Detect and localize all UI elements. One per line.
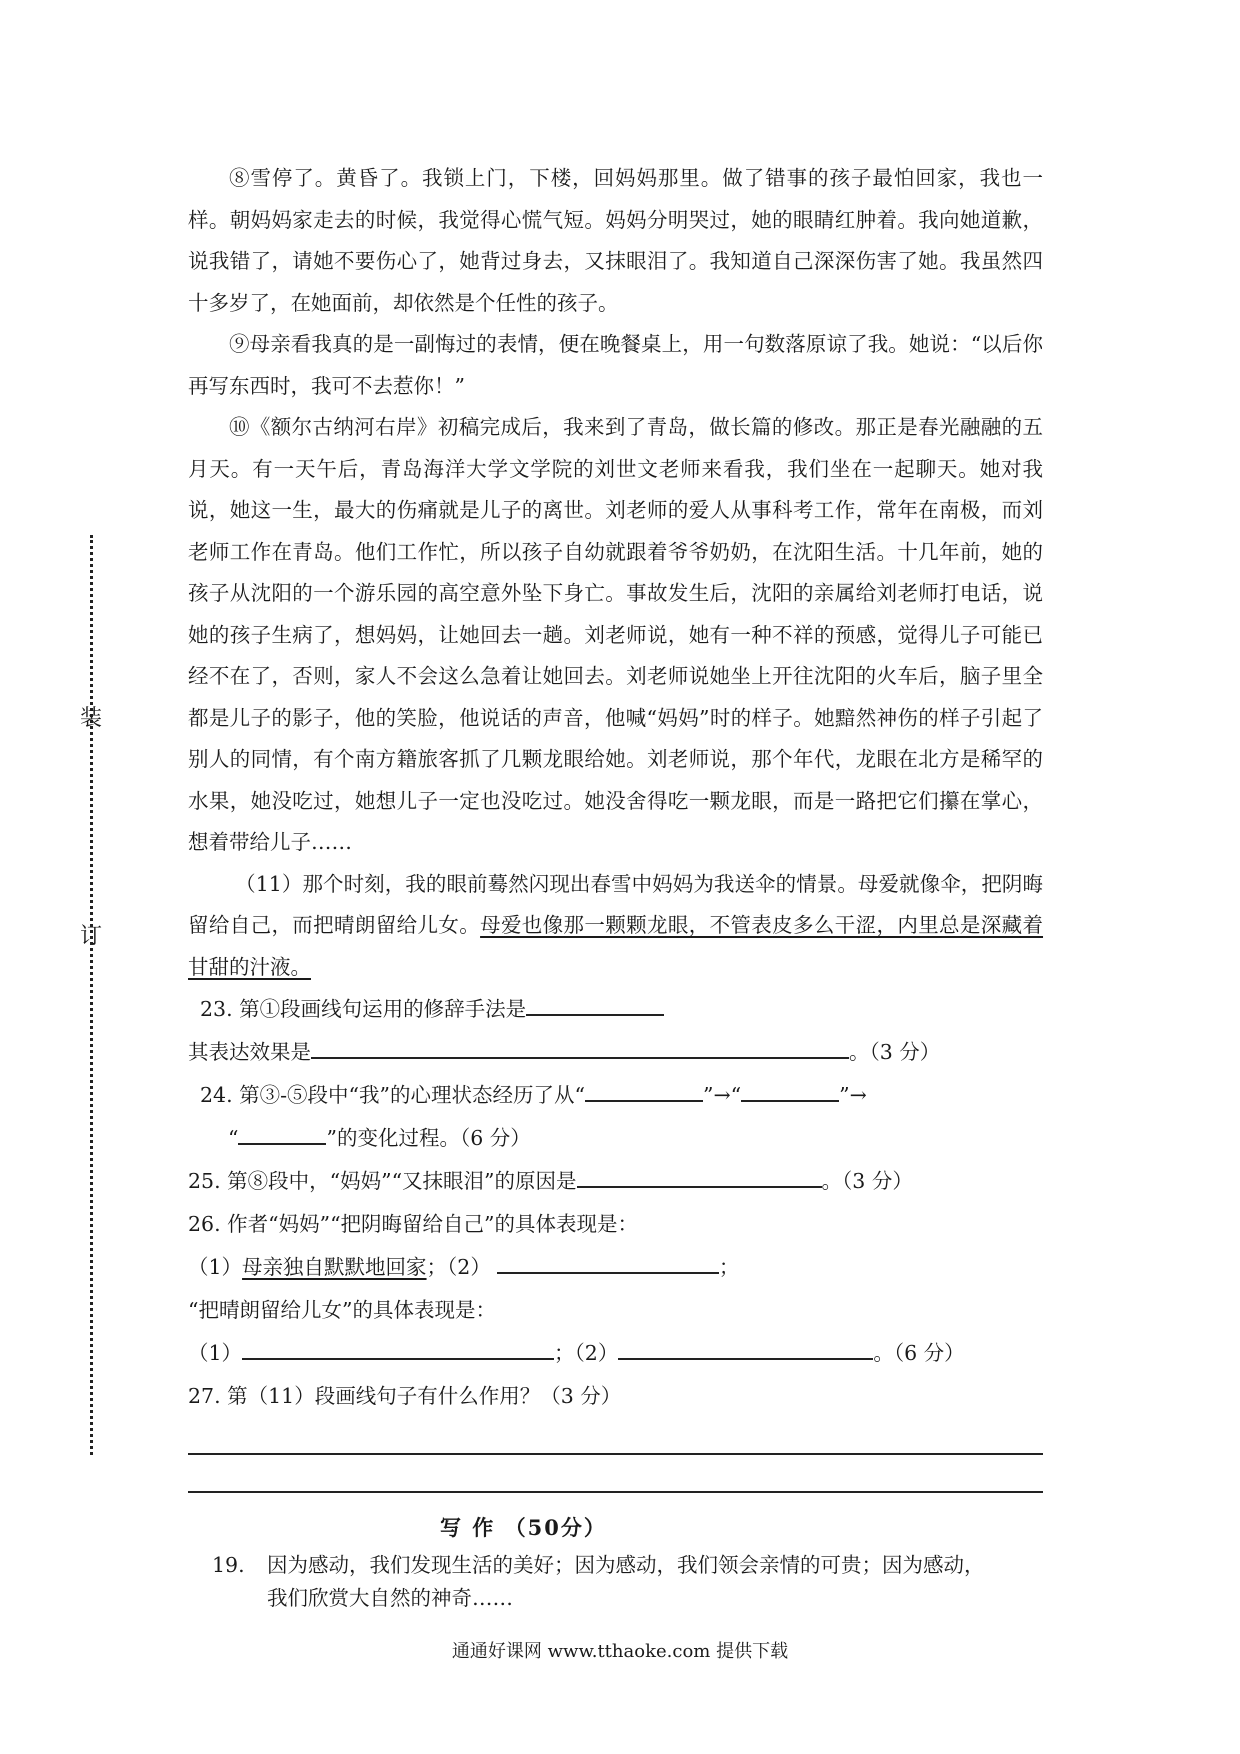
question-25 [188, 1160, 1043, 1203]
writing-question-number: 19. [212, 1553, 245, 1577]
q24-text: 24. 第③-⑤段中“我”的心理状态经历了从“ [200, 1083, 585, 1107]
q26-b1-blank[interactable] [242, 1342, 554, 1360]
question-26-part-a [188, 1246, 1043, 1289]
question-26-part-b [188, 1332, 1043, 1375]
question-24-cont [188, 1117, 1043, 1160]
q23-effect-blank[interactable] [311, 1041, 849, 1059]
q26-a2-label: ；（2） [426, 1255, 491, 1279]
q25-score: 。（3 分） [821, 1169, 913, 1193]
paragraph-10: ⑩《额尔古纳河右岸》初稿完成后，我来到了青岛，做长篇的修改。那正是春光融融的五月天。有一天午后，青岛海洋大学文学院的刘世文老师来看我，我们坐在一起聊天。她对我说，她这一生，最大的伤痛就是儿子的离世。刘老师的爱人从事科考工作，常年在南极，而刘老师工作在青岛。他们工作忙，所以孩子自幼就跟着爷爷奶奶，在沈阳生活。十几年前，她的孩子从沈阳的一个游乐园的高空意外坠下身亡。事故发生后，沈阳的亲属给刘老师打电话，说她的孩子生病了，想妈妈，让她回去一趟。刘老师说，她有一种不祥的预感，觉得儿子可能已经不在了，否则，家人不会这么急着让她回去。刘老师说她坐上开往沈阳的火车后，脑子里全都是儿子的影子，他的笑脸，他说话的声音，他喊“妈妈”时的样子。她黯然神伤的样子引起了别人的同情，有个南方籍旅客抓了几颗龙眼给她。刘老师说，那个年代，龙眼在北方是稀罕的水果，她没吃过，她想儿子一定也没吃过。她没舍得吃一颗龙眼，而是一路把它们攥在掌心，想着带给儿子…… [188, 415, 1043, 854]
paragraph-8: ⑧雪停了。黄昏了。我锁上门，下楼，回妈妈那里。做了错事的孩子最怕回家，我也一样。朝妈妈家走去的时候，我觉得心慌气短。妈妈分明哭过，她的眼睛红肿着。我向她道歉，说我错了，请她不要伤心了，她背过身去，又抹眼泪了。我知道自己深深伤害了她。我虽然四十多岁了，在她面前，却依然是个任性的孩子。 [188, 166, 1043, 315]
question-23-effect [188, 1031, 1043, 1074]
q24-open-quote: “ [228, 1126, 239, 1150]
q24-blank-1[interactable] [585, 1084, 703, 1102]
q26-sub-text: “把晴朗留给儿女”的具体表现是： [188, 1298, 496, 1322]
q23-answer-blank[interactable] [526, 998, 664, 1016]
binding-char-ding: 订 [80, 924, 103, 949]
q24-arrow-2: ”→ [839, 1083, 867, 1107]
q24-blank-3[interactable] [238, 1127, 326, 1145]
writing-prompt-line-2: 我们欣赏大自然的神奇…… [267, 1586, 513, 1610]
q23-score: 。（3 分） [849, 1040, 941, 1064]
binding-dotted-line [90, 535, 93, 1455]
q24-tail: ”的变化过程。（6 分） [326, 1126, 531, 1150]
q26-text: 26. 作者“妈妈”“把阴晦留给自己”的具体表现是： [188, 1212, 639, 1236]
q26-a2-blank[interactable] [497, 1256, 719, 1274]
q27-answer-line-2[interactable] [188, 1491, 1043, 1493]
q26-b1-label: （1） [188, 1341, 243, 1365]
q26-b2-label: ；（2） [554, 1341, 619, 1365]
q26-a1-example: 母亲独自默默地回家 [242, 1255, 427, 1279]
q24-blank-2[interactable] [741, 1084, 839, 1102]
question-24 [188, 1074, 1043, 1117]
question-23 [188, 988, 1043, 1031]
q26-b2-blank[interactable] [618, 1342, 873, 1360]
question-26-sub [188, 1289, 1043, 1332]
q26-score: 。（6 分） [873, 1341, 965, 1365]
question-26 [188, 1203, 1043, 1246]
writing-prompt-line-1 [212, 1549, 1042, 1582]
q27-text: 27. 第（11）段画线句子有什么作用？（3 分） [188, 1384, 622, 1408]
q23-effect-label: 其表达效果是 [188, 1040, 311, 1064]
paragraph-11-underlined-sentence: 母爱也像那一颗颗龙眼，不管表皮多么干涩，内里总是深藏着甘甜的汁液。 [188, 913, 1044, 979]
q25-answer-blank[interactable] [577, 1170, 822, 1188]
q27-answer-line-1[interactable] [188, 1453, 1043, 1455]
q25-text: 25. 第⑧段中，“妈妈”“又抹眼泪”的原因是 [188, 1169, 577, 1193]
q26-a2-end: ； [718, 1255, 740, 1279]
writing-prompt-text-1: 因为感动，我们发现生活的美好；因为感动，我们领会亲情的可贵；因为感动， [267, 1553, 985, 1577]
binding-char-zhuang: 装 [80, 706, 103, 731]
question-27 [188, 1375, 1043, 1418]
paragraph-11-text: （11）那个时刻，我的眼前蓦然闪现出春雪中妈妈为我送伞的情景。母爱就像伞，把阴晦留给自己，而把晴朗留给儿女。 [188, 871, 1043, 937]
writing-prompt [212, 1549, 1042, 1615]
paragraph-9: ⑨母亲看我真的是一副悔过的表情，便在晚餐桌上，用一句数落原谅了我。她说：“以后你再写东西时，我可不去惹你！” [188, 332, 1043, 398]
q24-arrow-1: ”→“ [703, 1083, 742, 1107]
writing-section-title: 写 作 （50分） [440, 1515, 607, 1540]
paragraph-11 [188, 864, 1043, 989]
page-footer: 通通好课网 www.tthaoke.com 提供下载 [451, 1641, 789, 1662]
q23-text: 23. 第①段画线句运用的修辞手法是 [200, 997, 527, 1021]
q26-a1-label: （1） [188, 1255, 243, 1279]
reading-passage [188, 158, 1043, 1418]
